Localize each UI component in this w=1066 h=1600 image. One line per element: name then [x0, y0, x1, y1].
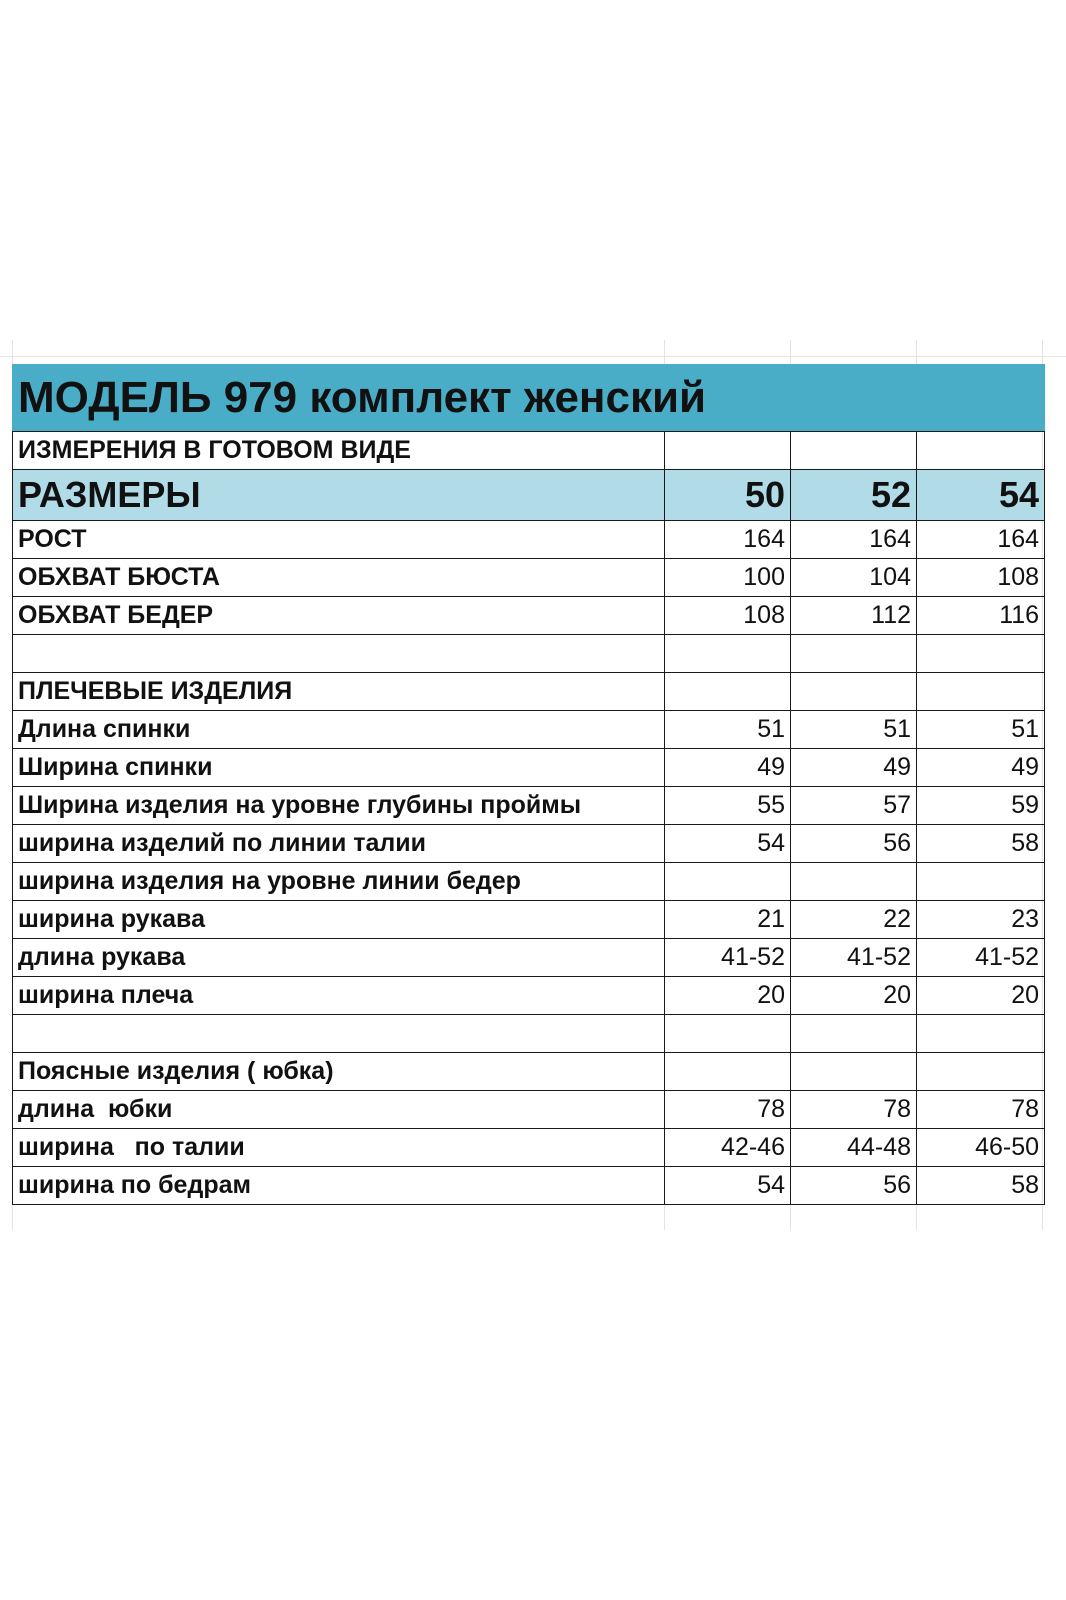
table-row: [13, 597, 1045, 635]
table-row: [13, 1129, 1045, 1167]
value-cell[interactable]: 20: [665, 977, 791, 1015]
value-cell[interactable]: [791, 673, 917, 711]
value-cell[interactable]: 20: [917, 977, 1045, 1015]
value-cell[interactable]: 49: [791, 749, 917, 787]
table-title[interactable]: МОДЕЛЬ 979 комплект женский: [13, 365, 1045, 432]
size-52[interactable]: 52: [791, 470, 917, 521]
row-label[interactable]: длина рукава: [13, 939, 665, 977]
table-row: [13, 1053, 1045, 1091]
table-row: [13, 635, 1045, 673]
row-label[interactable]: ширина изделия на уровне линии бедер: [13, 863, 665, 901]
row-label[interactable]: Ширина изделия на уровне глубины проймы: [13, 787, 665, 825]
value-cell[interactable]: [665, 863, 791, 901]
value-cell[interactable]: 108: [917, 559, 1045, 597]
subtitle-cell[interactable]: ИЗМЕРЕНИЯ В ГОТОВОМ ВИДЕ: [13, 432, 665, 470]
value-cell[interactable]: 46-50: [917, 1129, 1045, 1167]
value-cell[interactable]: 42-46: [665, 1129, 791, 1167]
size-54[interactable]: 54: [917, 470, 1045, 521]
table-row: [13, 1167, 1045, 1205]
value-cell[interactable]: 22: [791, 901, 917, 939]
table-row: [13, 749, 1045, 787]
table-row: [13, 1015, 1045, 1053]
grid-line: [0, 356, 1066, 357]
table-row: [13, 825, 1045, 863]
value-cell[interactable]: 41-52: [665, 939, 791, 977]
value-cell[interactable]: 54: [665, 825, 791, 863]
value-cell[interactable]: 21: [665, 901, 791, 939]
row-label[interactable]: Поясные изделия ( юбка): [13, 1053, 665, 1091]
empty-cell[interactable]: [917, 432, 1045, 470]
table-row: [13, 521, 1045, 559]
row-label[interactable]: ширина рукава: [13, 901, 665, 939]
row-label[interactable]: ОБХВАТ БЕДЕР: [13, 597, 665, 635]
value-cell[interactable]: 49: [917, 749, 1045, 787]
value-cell[interactable]: 112: [791, 597, 917, 635]
value-cell[interactable]: 41-52: [917, 939, 1045, 977]
row-label[interactable]: длина юбки: [13, 1091, 665, 1129]
value-cell[interactable]: 108: [665, 597, 791, 635]
row-label[interactable]: ОБХВАТ БЮСТА: [13, 559, 665, 597]
table-row: [13, 787, 1045, 825]
table-row: [13, 939, 1045, 977]
empty-cell[interactable]: [665, 432, 791, 470]
value-cell[interactable]: [665, 1053, 791, 1091]
value-cell[interactable]: [917, 1015, 1045, 1053]
value-cell[interactable]: 51: [791, 711, 917, 749]
value-cell[interactable]: 78: [791, 1091, 917, 1129]
row-label[interactable]: ширина изделий по линии талии: [13, 825, 665, 863]
size-table: [12, 364, 1045, 1205]
row-label[interactable]: РОСТ: [13, 521, 665, 559]
table-row: [13, 1091, 1045, 1129]
value-cell[interactable]: 56: [791, 1167, 917, 1205]
row-label[interactable]: [13, 1015, 665, 1053]
value-cell[interactable]: [791, 1053, 917, 1091]
value-cell[interactable]: [917, 1053, 1045, 1091]
table-row: [13, 977, 1045, 1015]
value-cell[interactable]: 104: [791, 559, 917, 597]
value-cell[interactable]: 78: [665, 1091, 791, 1129]
value-cell[interactable]: 51: [665, 711, 791, 749]
table-row: [13, 711, 1045, 749]
value-cell[interactable]: 59: [917, 787, 1045, 825]
subtitle-row: [13, 432, 1045, 470]
row-label[interactable]: ПЛЕЧЕВЫЕ ИЗДЕЛИЯ: [13, 673, 665, 711]
value-cell[interactable]: 164: [665, 521, 791, 559]
size-50[interactable]: 50: [665, 470, 791, 521]
value-cell[interactable]: 100: [665, 559, 791, 597]
value-cell[interactable]: [791, 635, 917, 673]
value-cell[interactable]: [665, 635, 791, 673]
value-cell[interactable]: 57: [791, 787, 917, 825]
table-row: [13, 901, 1045, 939]
value-cell[interactable]: [917, 673, 1045, 711]
value-cell[interactable]: 20: [791, 977, 917, 1015]
value-cell[interactable]: [665, 1015, 791, 1053]
empty-cell[interactable]: [791, 432, 917, 470]
value-cell[interactable]: 23: [917, 901, 1045, 939]
table-row: [13, 673, 1045, 711]
row-label[interactable]: ширина по талии: [13, 1129, 665, 1167]
value-cell[interactable]: 164: [917, 521, 1045, 559]
value-cell[interactable]: [665, 673, 791, 711]
value-cell[interactable]: [791, 1015, 917, 1053]
value-cell[interactable]: 49: [665, 749, 791, 787]
table-row: [13, 559, 1045, 597]
row-label[interactable]: Ширина спинки: [13, 749, 665, 787]
value-cell[interactable]: 44-48: [791, 1129, 917, 1167]
value-cell[interactable]: [791, 863, 917, 901]
title-row: [13, 365, 1045, 432]
value-cell[interactable]: 58: [917, 825, 1045, 863]
value-cell[interactable]: 54: [665, 1167, 791, 1205]
row-label[interactable]: ширина плеча: [13, 977, 665, 1015]
value-cell[interactable]: [917, 863, 1045, 901]
table-row: [13, 863, 1045, 901]
row-label[interactable]: [13, 635, 665, 673]
value-cell[interactable]: 56: [791, 825, 917, 863]
value-cell[interactable]: 51: [917, 711, 1045, 749]
value-cell[interactable]: 55: [665, 787, 791, 825]
value-cell[interactable]: 78: [917, 1091, 1045, 1129]
row-label[interactable]: ширина по бедрам: [13, 1167, 665, 1205]
value-cell[interactable]: 116: [917, 597, 1045, 635]
value-cell[interactable]: 164: [791, 521, 917, 559]
value-cell[interactable]: 41-52: [791, 939, 917, 977]
row-label[interactable]: Длина спинки: [13, 711, 665, 749]
value-cell[interactable]: [917, 635, 1045, 673]
sizes-label[interactable]: РАЗМЕРЫ: [13, 470, 665, 521]
sizes-row: [13, 470, 1045, 521]
value-cell[interactable]: 58: [917, 1167, 1045, 1205]
